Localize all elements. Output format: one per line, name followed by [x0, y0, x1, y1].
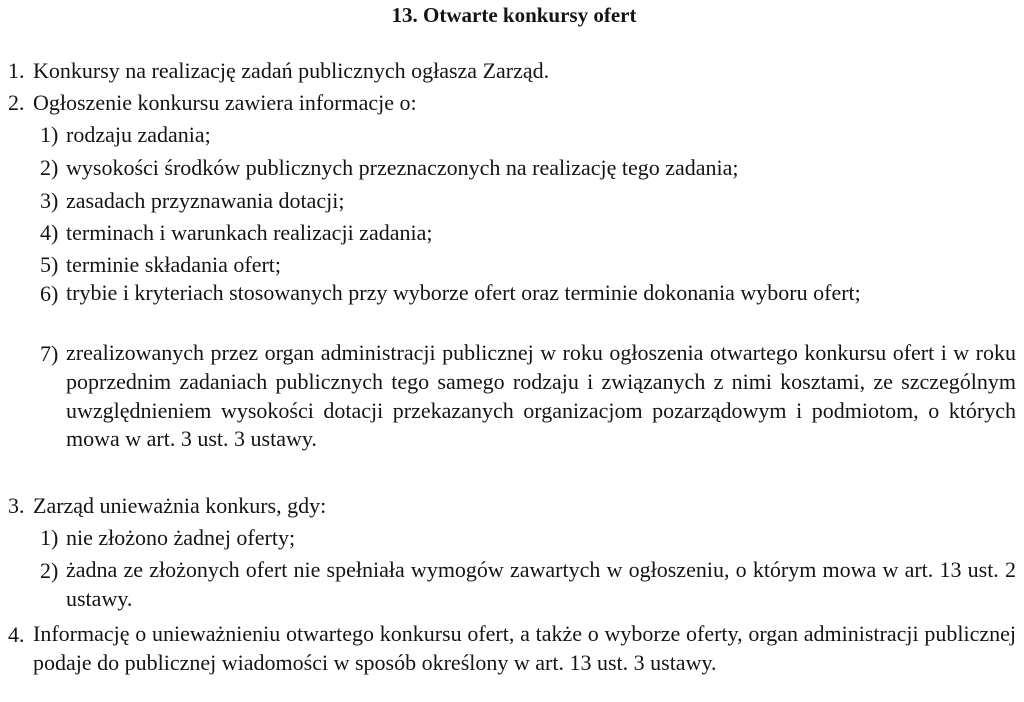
list-item-text: terminie składania ofert; [66, 252, 282, 277]
list-item-text: rodzaju zadania; [66, 122, 211, 147]
section-heading: 13. Otwarte konkursy ofert [391, 3, 637, 27]
paragraph-number: 3. [8, 493, 25, 518]
list-item-text: trybie i kryteriach stosowanych przy wyborze ofert oraz terminie dokonania wyboru ofert; [66, 280, 861, 305]
list-item-number: 6) [40, 281, 59, 306]
list-item-number: 2) [40, 155, 59, 180]
paragraph-text: Ogłoszenie konkursu zawiera informacje o: [33, 90, 417, 115]
list-item-text: zasadach przyznawania dotacji; [66, 188, 345, 213]
list-item-number: 1) [40, 525, 59, 550]
list-item-text: wysokości środków publicznych przeznaczonych na realizację tego zadania; [66, 155, 739, 180]
list-item-text: zrealizowanych przez organ administracji publicznej w roku ogłoszenia otwartego konkursu ofert i w roku poprzednim zadaniach publicznych tego samego rodzaju i związanych z nimi kosztami, ze szczególnym uwzględnieniem wysokości dotacji przekazanych organizacjom pozarządowym i podmiotom, o których mowa w art. 3 ust. 3 ustawy. [66, 340, 1016, 452]
paragraph-number: 1. [8, 58, 25, 83]
paragraph-number: 2. [8, 90, 25, 115]
list-item-text: żadna ze złożonych ofert nie spełniała wymogów zawartych w ogłoszeniu, o którym mowa w art. 13 ust. 2 ustawy. [66, 557, 1016, 611]
list-item-number: 3) [40, 188, 59, 213]
paragraph-number: 4. [8, 622, 25, 647]
paragraph-text: Informację o unieważnieniu otwartego konkursu ofert, a także o wyborze oferty, organ administracji publicznej podaje do publicznej wiadomości w sposób określony w art. 13 ust. 3 ustawy. [33, 621, 1016, 675]
list-item-number: 1) [40, 122, 59, 147]
list-item-number: 7) [40, 341, 59, 366]
list-item-number: 2) [40, 558, 59, 583]
list-item-number: 5) [40, 252, 59, 277]
list-item-text: nie złożono żadnej oferty; [66, 525, 296, 550]
list-item-text: terminach i warunkach realizacji zadania; [66, 220, 433, 245]
paragraph-text: Zarząd unieważnia konkurs, gdy: [33, 493, 327, 518]
paragraph-text: Konkursy na realizację zadań publicznych ogłasza Zarząd. [33, 58, 550, 83]
list-item-number: 4) [40, 220, 59, 245]
